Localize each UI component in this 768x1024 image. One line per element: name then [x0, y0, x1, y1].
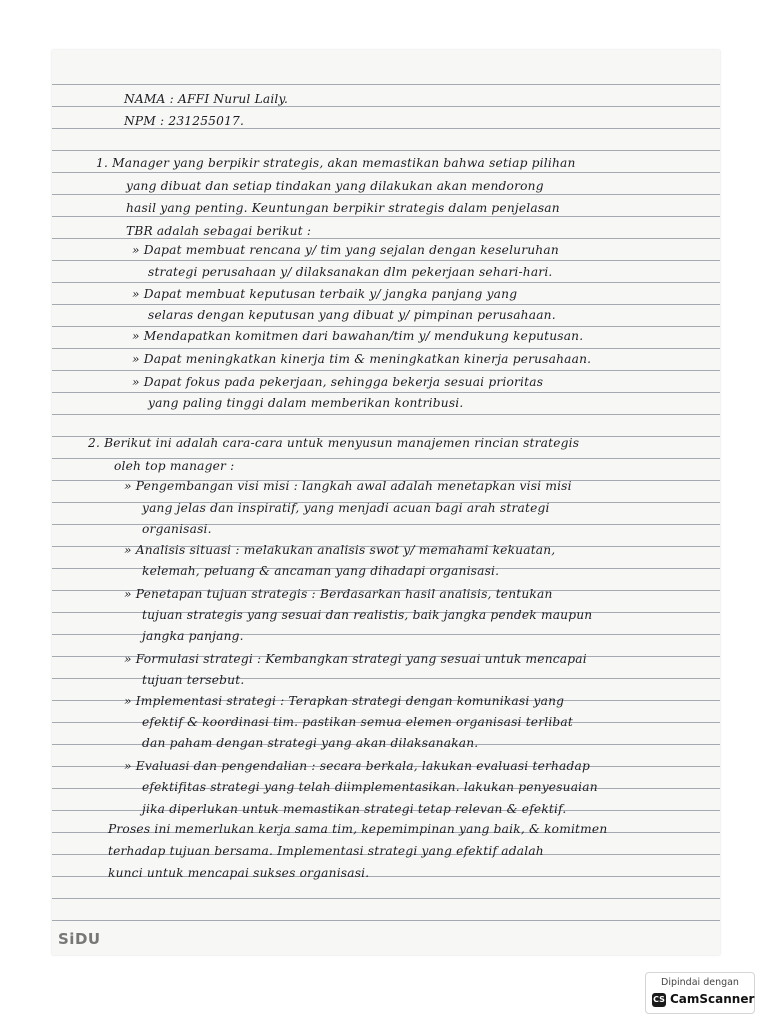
scanner-name: CamScanner [670, 992, 755, 1006]
notebook-brand: SiDU [58, 930, 101, 948]
name-line: NAMA : AFFI Nurul Laily. [124, 92, 289, 106]
text-line: kelemah, peluang & ancaman yang dihadapi organisasi. [142, 564, 500, 578]
ruled-line [52, 282, 720, 283]
text-line: yang jelas dan inspiratif, yang menjadi acuan bagi arah strategi [142, 501, 550, 515]
text-line: hasil yang penting. Keuntungan berpikir strategis dalam penjelasan [126, 201, 560, 215]
text-line: selaras dengan keputusan yang dibuat y/ pimpinan perusahaan. [148, 308, 556, 322]
text-line: TBR adalah sebagai berikut : [126, 224, 312, 238]
ruled-line [52, 348, 720, 349]
text-line: terhadap tujuan bersama. Implementasi strategi yang efektif adalah [108, 844, 544, 858]
bullet-line: » Dapat membuat rencana y/ tim yang sejalan dengan keseluruhan [132, 243, 559, 257]
text-line: efektifitas strategi yang telah diimplementasikan. lakukan penyesuaian [142, 780, 598, 794]
ruled-line [52, 216, 720, 217]
text-line: jangka panjang. [142, 629, 244, 643]
text-line: oleh top manager : [114, 459, 235, 473]
ruled-line [52, 238, 720, 239]
ruled-line [52, 920, 720, 921]
bullet-line: » Formulasi strategi : Kembangkan strategi yang sesuai untuk mencapai [124, 652, 587, 666]
notebook-page [52, 50, 720, 955]
ruled-line [52, 84, 720, 85]
text-line: dan paham dengan strategi yang akan dilaksanakan. [142, 736, 479, 750]
ruled-line [52, 370, 720, 371]
ruled-line [52, 392, 720, 393]
bullet-line: » Analisis situasi : melakukan analisis swot y/ memahami kekuatan, [124, 543, 556, 557]
ruled-line [52, 194, 720, 195]
text-line: strategi perusahaan y/ dilaksanakan dlm pekerjaan sehari-hari. [148, 265, 553, 279]
bullet-line: » Dapat membuat keputusan terbaik y/ jangka panjang yang [132, 287, 518, 301]
text-line: yang dibuat dan setiap tindakan yang dilakukan akan mendorong [126, 179, 544, 193]
text-line: 1. Manager yang berpikir strategis, akan memastikan bahwa setiap pilihan [96, 156, 576, 170]
camscanner-badge [645, 972, 755, 1014]
bullet-line: » Evaluasi dan pengendalian : secara berkala, lakukan evaluasi terhadap [124, 759, 590, 773]
text-line: Proses ini memerlukan kerja sama tim, kepemimpinan yang baik, & komitmen [108, 822, 608, 836]
bullet-line: » Pengembangan visi misi : langkah awal adalah menetapkan visi misi [124, 479, 572, 493]
scanner-caption: Dipindai dengan [661, 977, 739, 988]
text-line: jika diperlukan untuk memastikan strategi tetap relevan & efektif. [142, 802, 567, 816]
ruled-line [52, 898, 720, 899]
ruled-line [52, 172, 720, 173]
npm-line: NPM : 231255017. [124, 114, 245, 128]
camscanner-logo-icon: CS [652, 993, 666, 1007]
bullet-line: » Penetapan tujuan strategis : Berdasarkan hasil analisis, tentukan [124, 587, 553, 601]
text-line: 2. Berikut ini adalah cara-cara untuk menyusun manajemen rincian strategis [88, 436, 580, 450]
ruled-line [52, 128, 720, 129]
bullet-line: » Dapat meningkatkan kinerja tim & meningkatkan kinerja perusahaan. [132, 352, 592, 366]
text-line: tujuan tersebut. [142, 673, 245, 687]
bullet-line: » Implementasi strategi : Terapkan strategi dengan komunikasi yang [124, 694, 565, 708]
text-line: kunci untuk mencapai sukses organisasi. [108, 866, 370, 880]
ruled-line [52, 260, 720, 261]
bullet-line: » Dapat fokus pada pekerjaan, sehingga bekerja sesuai prioritas [132, 375, 544, 389]
ruled-line [52, 150, 720, 151]
text-line: yang paling tinggi dalam memberikan kontribusi. [148, 396, 464, 410]
text-line: efektif & koordinasi tim. pastikan semua elemen organisasi terlibat [142, 715, 573, 729]
text-line: organisasi. [142, 522, 212, 536]
ruled-line [52, 106, 720, 107]
ruled-line [52, 414, 720, 415]
text-line: tujuan strategis yang sesuai dan realistis, baik jangka pendek maupun [142, 608, 593, 622]
bullet-line: » Mendapatkan komitmen dari bawahan/tim y/ mendukung keputusan. [132, 329, 584, 343]
ruled-line [52, 304, 720, 305]
ruled-line [52, 326, 720, 327]
